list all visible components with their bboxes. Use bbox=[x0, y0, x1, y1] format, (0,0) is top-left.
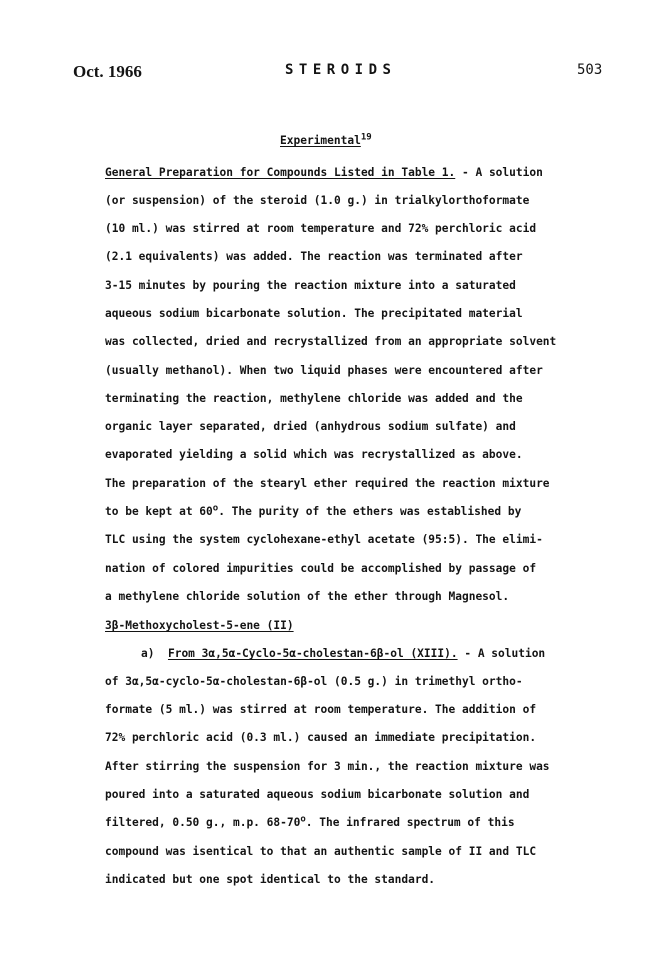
paragraph-line-15: a methylene chloride solution of the ether through Magnesol. bbox=[105, 590, 510, 603]
page-number: 503 bbox=[577, 62, 603, 78]
paragraph-line-10: evaporated yielding a solid which was recrystallized as above. bbox=[105, 448, 523, 461]
procedure-label: a) bbox=[141, 647, 155, 660]
running-header-date: Oct. 1966 bbox=[73, 62, 142, 81]
procedure-line-2: formate (5 ml.) was stirred at room temperature. The addition of bbox=[105, 703, 537, 716]
procedure-line-8: indicated but one spot identical to the standard. bbox=[105, 873, 436, 886]
paragraph-line-14: nation of colored impurities could be accomplished by passage of bbox=[105, 562, 537, 575]
paragraph-line-9: organic layer separated, dried (anhydrous sodium sulfate) and bbox=[105, 420, 516, 433]
paragraph-line-12 bbox=[105, 505, 605, 520]
running-header-journal: STEROIDS bbox=[285, 62, 397, 78]
footnote-ref: 19 bbox=[360, 132, 372, 143]
compound-title: 3β-Methoxycholest-5-ene (II) bbox=[105, 619, 294, 632]
paragraph-line-7: (usually methanol). When two liquid phases were encountered after bbox=[105, 364, 543, 377]
paragraph-line-4: 3-15 minutes by pouring the reaction mixture into a saturated bbox=[105, 279, 516, 292]
procedure-line-3: 72% perchloric acid (0.3 ml.) caused an immediate precipitation. bbox=[105, 731, 537, 744]
paragraph-line-2: (10 ml.) was stirred at room temperature and 72% perchloric acid bbox=[105, 222, 537, 235]
text-before-degree: filtered, 0.50 g., m.p. 68-70 bbox=[105, 816, 301, 829]
paragraph-line-3: (2.1 equivalents) was added. The reaction was terminated after bbox=[105, 250, 523, 263]
procedure-separator: - bbox=[457, 647, 478, 660]
text-after-degree: . The infrared spectrum of this bbox=[305, 816, 515, 829]
paragraph-line-11: The preparation of the stearyl ether required the reaction mixture bbox=[105, 477, 550, 490]
section-heading-text: Experimental bbox=[280, 134, 361, 147]
compound-title-line bbox=[105, 619, 605, 634]
procedure-line-7: compound was isentical to that an authentic sample of II and TLC bbox=[105, 845, 537, 858]
procedure-a-heading bbox=[141, 647, 641, 662]
title-separator: - bbox=[455, 166, 476, 179]
degree-mark: o bbox=[300, 814, 306, 825]
paragraph-line-1: (or suspension) of the steroid (1.0 g.) in trialkylorthoformate bbox=[105, 194, 530, 207]
general-preparation-title: General Preparation for Compounds Listed in Table 1. bbox=[105, 166, 456, 179]
paragraph-line-13: TLC using the system cyclohexane-ethyl acetate (95:5). The elimi- bbox=[105, 533, 543, 546]
paragraph-line-5: aqueous sodium bicarbonate solution. The precipitated material bbox=[105, 307, 523, 320]
paragraph-line-8: terminating the reaction, methylene chloride was added and the bbox=[105, 392, 523, 405]
procedure-line-5: poured into a saturated aqueous sodium bicarbonate solution and bbox=[105, 788, 530, 801]
general-preparation-title-line bbox=[105, 166, 605, 181]
procedure-line-6 bbox=[105, 816, 605, 831]
text-before-degree: to be kept at 60 bbox=[105, 505, 213, 518]
paragraph-line-0: A solution bbox=[475, 166, 543, 179]
procedure-line-4: After stirring the suspension for 3 min., the reaction mixture was bbox=[105, 760, 550, 773]
procedure-line-1: of 3α,5α-cyclo-5α-cholestan-6β-ol (0.5 g.) in trimethyl ortho- bbox=[105, 675, 523, 688]
paragraph-line-6: was collected, dried and recrystallized from an appropriate solvent bbox=[105, 335, 557, 348]
procedure-line-0: A solution bbox=[477, 647, 546, 660]
procedure-title: From 3α,5α-Cyclo-5α-cholestan-6β-ol (XIII). bbox=[167, 647, 458, 660]
section-heading bbox=[280, 134, 672, 149]
degree-mark: o bbox=[212, 503, 219, 514]
text-after-degree: . The purity of the ethers was established by bbox=[218, 505, 522, 518]
